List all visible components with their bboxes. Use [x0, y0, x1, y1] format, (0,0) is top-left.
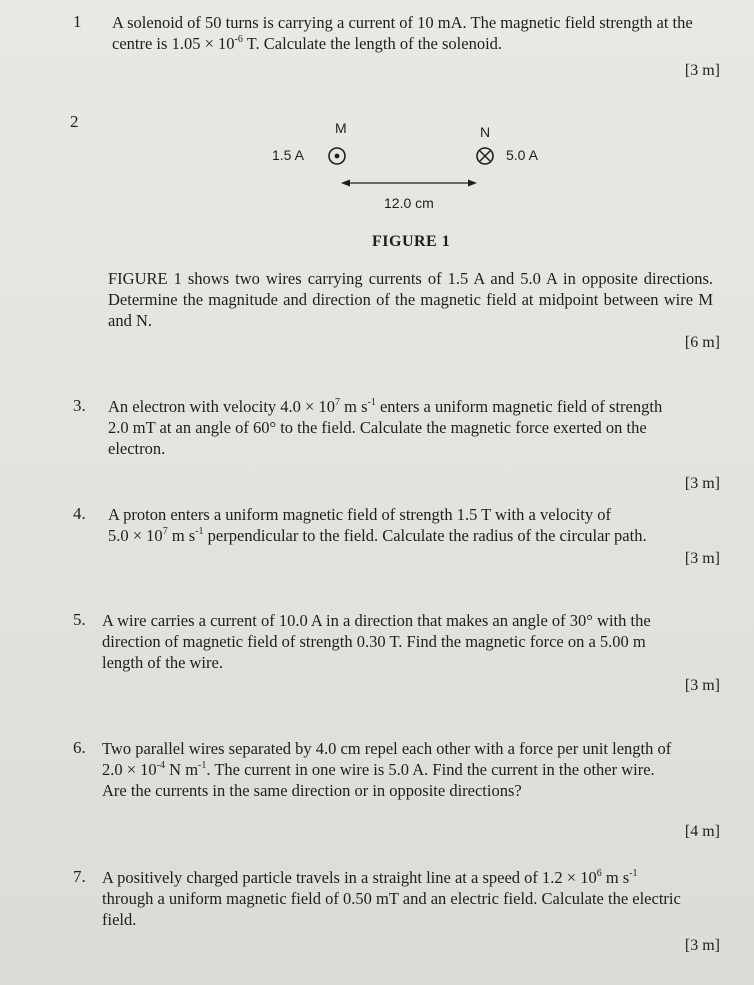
cross-into-page-icon — [477, 148, 493, 164]
wire-n-label: N — [480, 124, 491, 140]
wire-m-label: M — [335, 120, 347, 136]
question-text: A proton enters a uniform magnetic field of strength 1.5 T with a velocity of $5.0 \times 10^7$ m $s^{-1}$ perpendicular to the field. Calculate the radius of the circular path. — [108, 505, 647, 545]
question-number: 2 — [70, 112, 79, 131]
separation-double-arrow — [341, 180, 477, 187]
question-number: 4. — [73, 504, 86, 523]
dot-out-of-page-icon — [329, 148, 345, 164]
question-number: 6. — [73, 738, 86, 757]
marks-label: [3 m] — [684, 475, 720, 492]
marks-label: [3 m] — [684, 677, 720, 694]
figure-drawing — [0, 0, 754, 230]
marks-label: [4 m] — [684, 823, 720, 840]
question-text: A solenoid of 50 turns is carrying a current of 10 mA. The magnetic field strength at the centre is $1.05 \times 10^{-6}$ T. Calculate the length of the solenoid. — [112, 13, 693, 53]
separation-label: 12.0 cm — [384, 195, 434, 211]
figure-caption: FIGURE 1 — [372, 233, 451, 250]
wire-n-current: 5.0 A — [506, 147, 538, 163]
question-text: FIGURE 1 shows two wires carrying currents of 1.5 A and 5.0 A in opposite directions. Determine the magnitude and direction of the magnetic field at midpoint between wire M and N. — [108, 269, 713, 330]
question-text: An electron with velocity $4.0 \times 10^7$ m $s^{-1}$ enters a uniform magnetic field of strength 2.0 mT at an angle of 60° to the field. Calculate the magnetic force exerted on the electron. — [108, 397, 663, 458]
question-number: 3. — [73, 396, 86, 415]
marks-label: [3 m] — [684, 62, 720, 79]
marks-label: [3 m] — [684, 550, 720, 567]
wire-m-current: 1.5 A — [272, 147, 304, 163]
question-number: 1 — [73, 12, 82, 31]
question-text: Two parallel wires separated by 4.0 cm repel each other with a force per unit length of $2.0 \times 10^{-4}$ N $m^{-1}$. The current in one wire is 5.0 A. Find the current in the other wire. Are the currents in the same direction or in opposite directions? — [102, 739, 672, 800]
marks-label: [6 m] — [684, 334, 720, 351]
question-text: A wire carries a current of 10.0 A in a direction that makes an angle of 30° with the direction of magnetic field of strength 0.30 T. Find the magnetic force on a 5.00 m length of the wire. — [102, 611, 651, 672]
question-text: A positively charged particle travels in a straight line at a speed of $1.2 \times 10^6$ m $s^{-1}$ through a uniform magnetic field of 0.50 mT and an electric field. Calculate the electric field. — [102, 868, 681, 929]
marks-label: [3 m] — [684, 937, 720, 954]
question-number: 7. — [73, 867, 86, 886]
question-number: 5. — [73, 610, 86, 629]
